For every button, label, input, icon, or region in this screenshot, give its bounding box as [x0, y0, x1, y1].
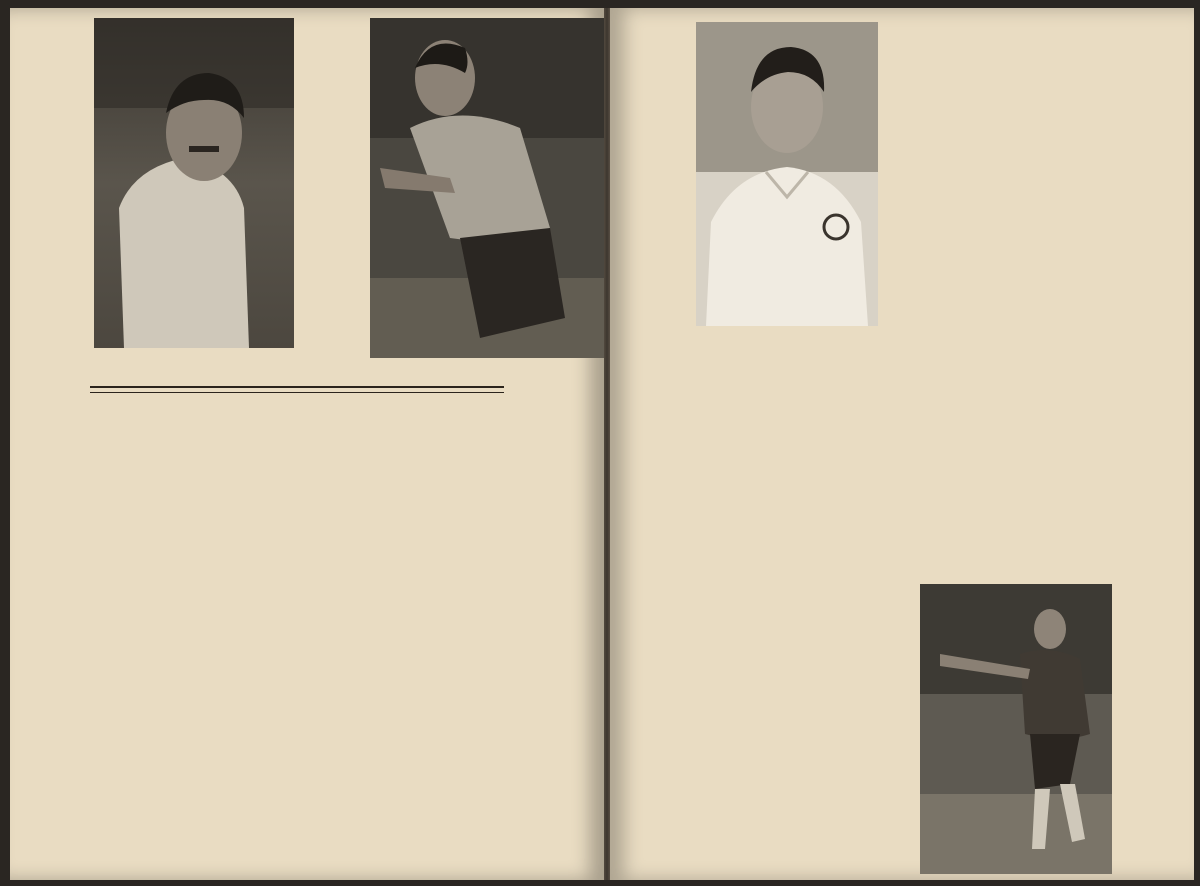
left-page [10, 8, 604, 880]
photo-gugalov [94, 18, 294, 348]
photo-iliev [370, 18, 604, 358]
photo-veselinov-portrait [696, 22, 878, 326]
article-column-a [690, 340, 902, 364]
right-page [610, 8, 1194, 880]
headline-rule-top [90, 386, 504, 388]
headline-rule-bottom [90, 392, 504, 393]
photo-veselinov-action [920, 584, 1112, 874]
